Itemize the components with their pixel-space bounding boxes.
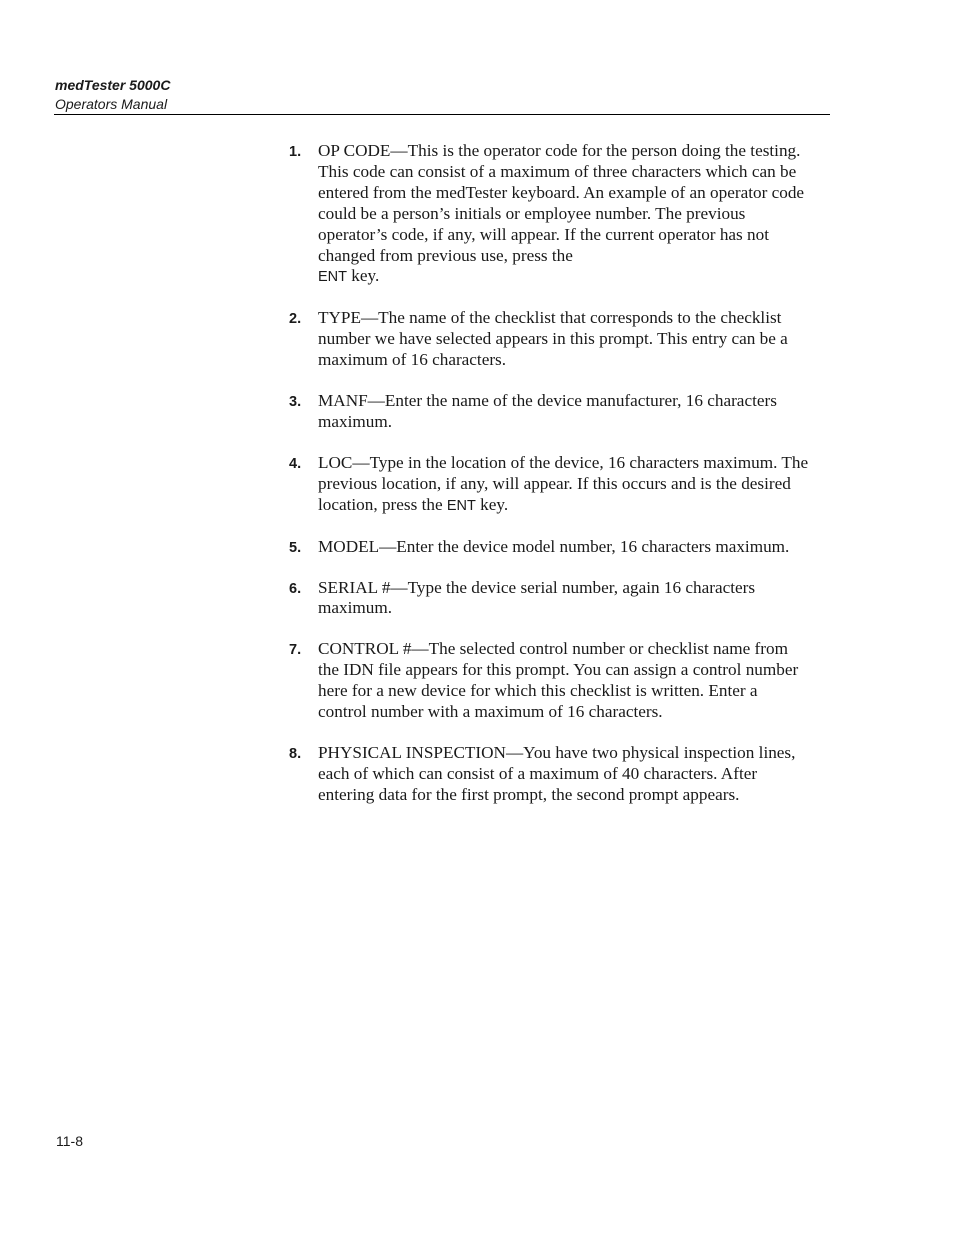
step-number: 7. <box>289 642 302 659</box>
step-physical-inspection <box>289 743 809 806</box>
step-number: 3. <box>289 394 302 411</box>
key-name: ENT <box>318 269 347 286</box>
field-entry-steps <box>289 141 809 826</box>
step-text-end: key. <box>475 494 509 514</box>
step-number: 2. <box>289 311 302 328</box>
step-text: SERIAL #—Type the device serial number, again 16 characters maximum. <box>318 577 756 618</box>
step-number: 1. <box>289 144 302 160</box>
product-name: medTester 5000C <box>55 77 171 93</box>
step-text: CONTROL #—The selected control number or checklist name from the IDN file appears for this prompt. You can assign a control number here for a new device for which this checklist is written. Enter a control number with a maximum of 16 characters. <box>318 639 799 722</box>
step-number: 8. <box>289 745 302 762</box>
step-text: MANF—Enter the name of the device manufacturer, 16 characters maximum. <box>318 391 777 431</box>
step-text: LOC—Type in the location of the device, 16 characters maximum. The previous location, if any, will appear. If this occurs and is the desired location, press the <box>318 452 809 514</box>
step-text-end: key. <box>347 266 380 286</box>
step-serial <box>289 578 809 620</box>
step-manf <box>289 391 809 433</box>
running-header <box>55 76 830 114</box>
step-op-code <box>289 141 809 288</box>
step-number: 6. <box>289 580 302 597</box>
step-text: TYPE—The name of the checklist that corresponds to the checklist number we have selected appears in this prompt. This entry can be a maximum of 16 characters. <box>318 308 788 370</box>
step-model <box>289 537 809 558</box>
step-text: OP CODE—This is the operator code for the person doing the testing. This code can consist of a maximum of three characters which can be entered from the medTester keyboard. An example of an operator code could be a person’s initials or employee number. The previous operator’s code, if any, will appear. If the current operator has not changed from previous use, press the <box>318 141 805 265</box>
step-number: 4. <box>289 455 302 472</box>
page-number: 11-8 <box>56 1133 83 1149</box>
step-number: 5. <box>289 539 302 556</box>
step-loc <box>289 453 809 517</box>
step-type <box>289 308 809 371</box>
step-text: PHYSICAL INSPECTION—You have two physical inspection lines, each of which can consist of a maximum of 40 characters. After entering data for the first prompt, the second prompt appears. <box>318 742 796 804</box>
key-name: ENT <box>446 497 476 514</box>
step-text: MODEL—Enter the device model number, 16 characters maximum. <box>318 536 790 556</box>
manual-title: Operators Manual <box>55 96 168 112</box>
step-control <box>289 639 809 723</box>
header-rule <box>54 114 830 115</box>
